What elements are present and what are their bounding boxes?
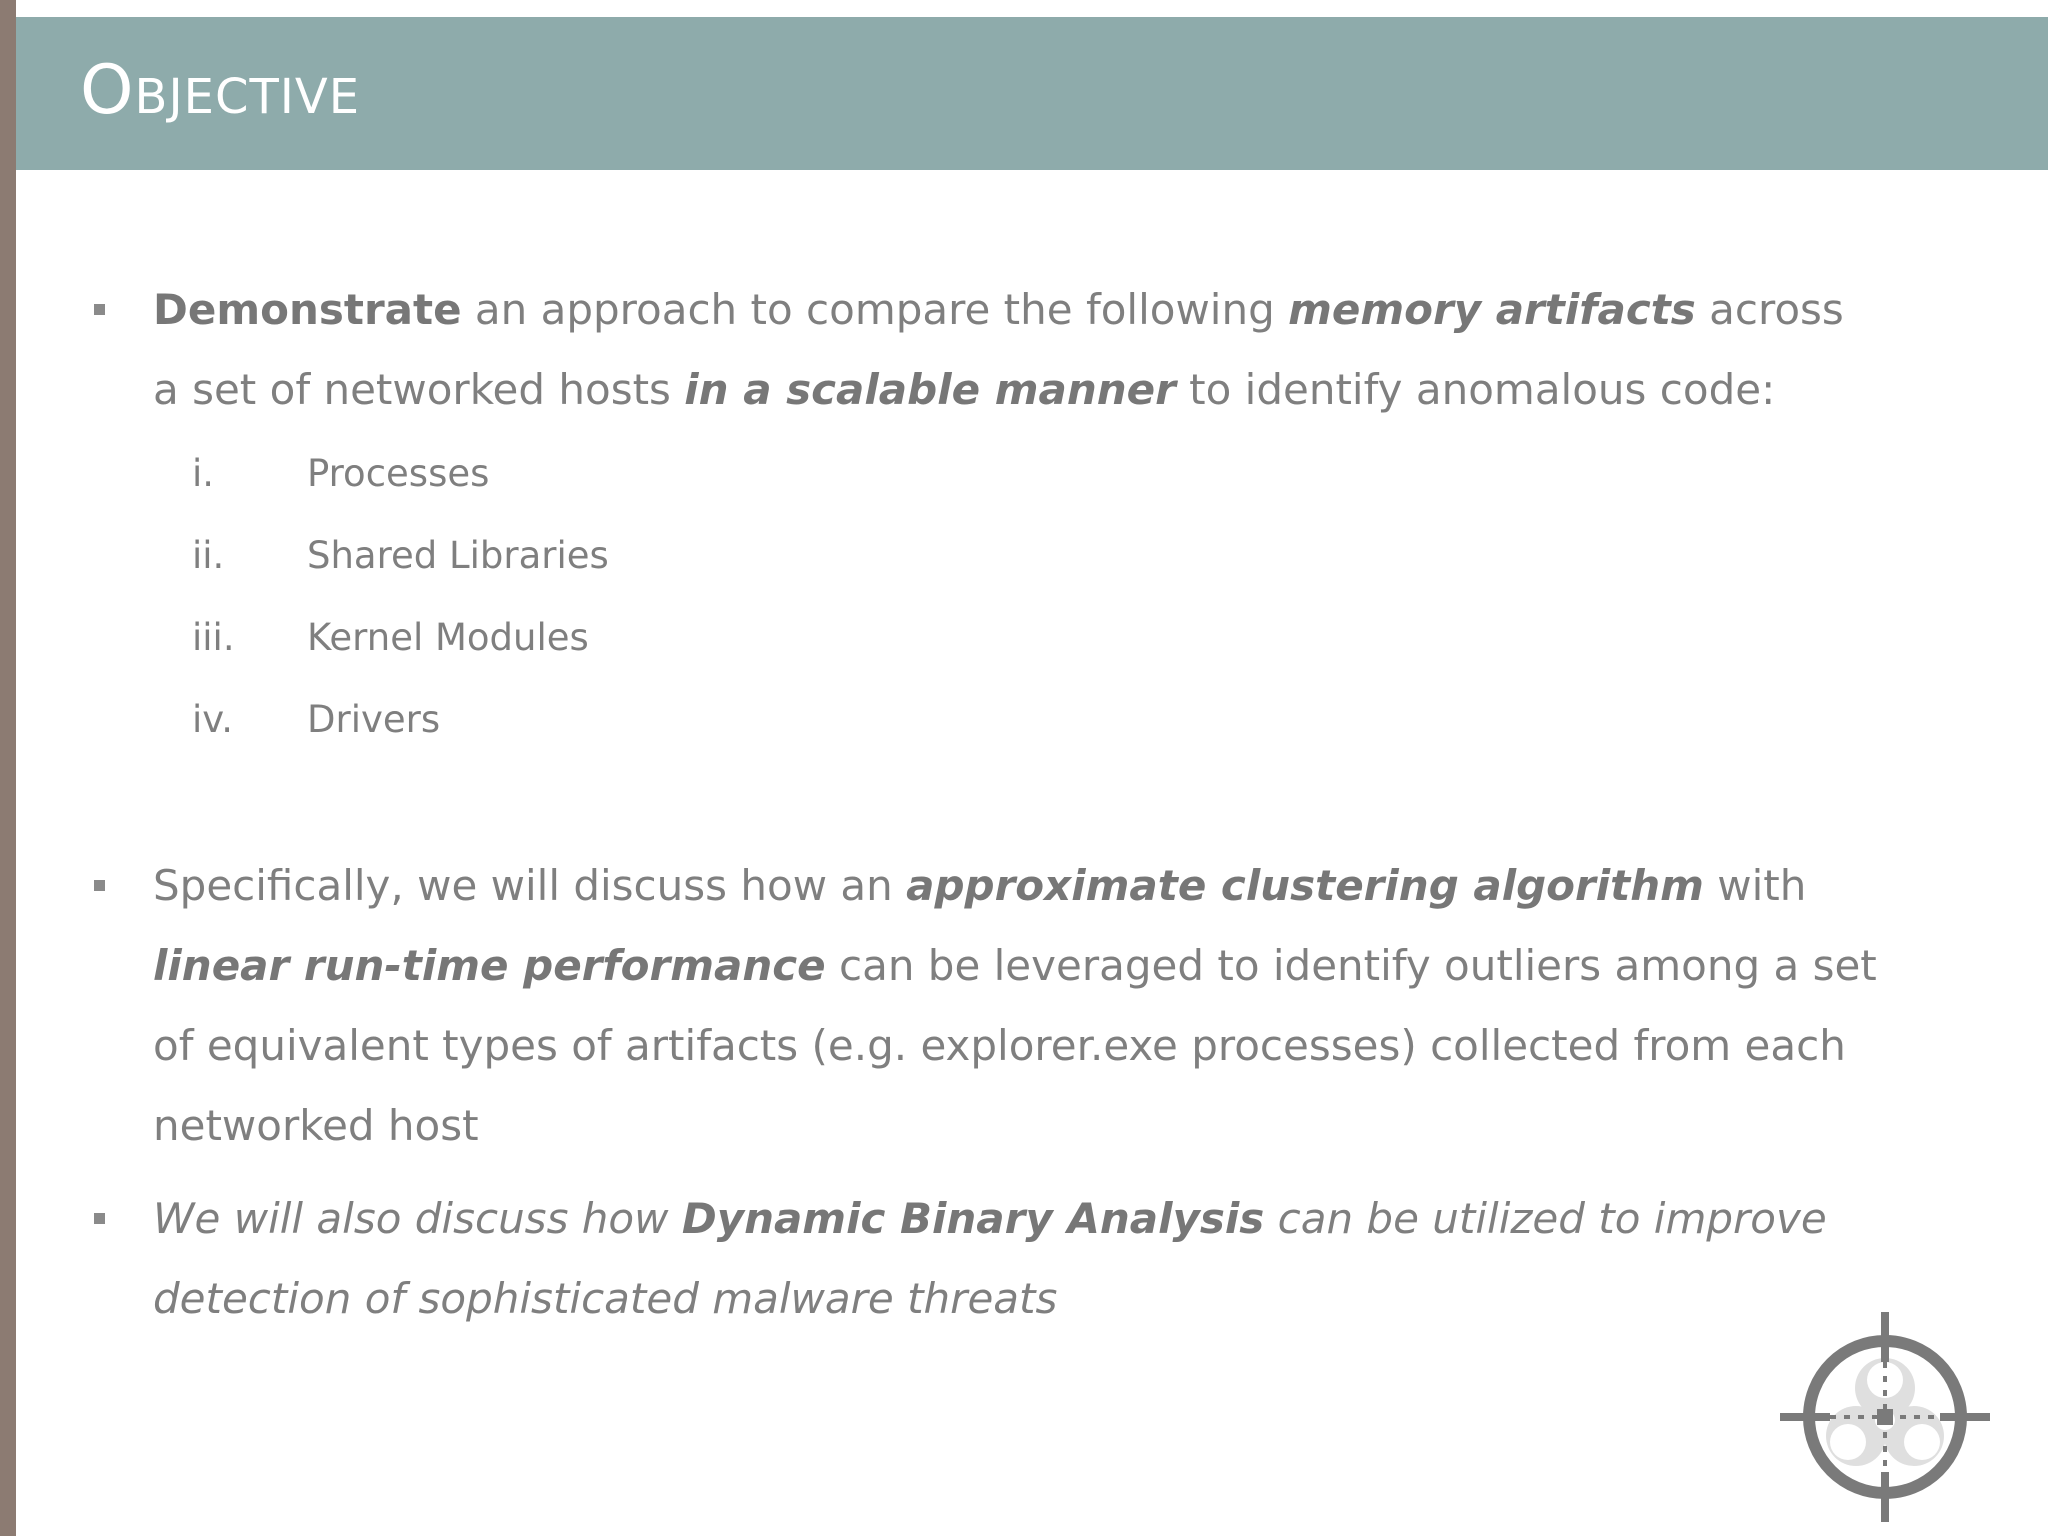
- emph-memory-artifacts: memory artifacts: [1288, 285, 1696, 334]
- list-item-number: ii.: [192, 534, 225, 577]
- list-item-label: Drivers: [307, 698, 441, 741]
- text: across a set of networked hosts: [153, 285, 1844, 414]
- text: can be leveraged to identify outliers among a set of equivalent types of artifacts (e.g. explorer.exe processes) collected from each networked host: [153, 941, 1877, 1150]
- text: with: [1703, 861, 1807, 910]
- list-item-label: Kernel Modules: [307, 616, 589, 659]
- bullet-clustering: [153, 846, 1913, 1166]
- list-item-number: iii.: [192, 616, 235, 659]
- bullet-dba: [153, 1179, 1853, 1339]
- emph-clustering: approximate clustering algorithm: [906, 861, 1704, 910]
- crosshair-biohazard-icon: [1778, 1310, 1992, 1524]
- emph-dba: Dynamic Binary Analysis: [681, 1194, 1265, 1243]
- emph-demonstrate: Demonstrate: [153, 285, 462, 334]
- slide-title: Objective: [80, 51, 361, 130]
- text: Specifically, we will discuss how an: [153, 861, 907, 910]
- bullet-marker: [94, 880, 105, 891]
- bullet-marker: [94, 304, 105, 315]
- text: an approach to compare the following: [461, 285, 1289, 334]
- bullet-objective: [153, 270, 1853, 430]
- list-item-label: Shared Libraries: [307, 534, 609, 577]
- list-item-label: Processes: [307, 452, 490, 495]
- list-item-number: iv.: [192, 698, 234, 741]
- text: to identify anomalous code:: [1175, 365, 1776, 414]
- text: can be utilized to improve detection of sophisticated malware threats: [153, 1194, 1827, 1323]
- emph-scalable: in a scalable manner: [684, 365, 1176, 414]
- text: We will also discuss how: [153, 1194, 682, 1243]
- bullet-marker: [94, 1213, 105, 1224]
- emph-linear-runtime: linear run-time performance: [153, 941, 826, 990]
- list-item-number: i.: [192, 452, 215, 495]
